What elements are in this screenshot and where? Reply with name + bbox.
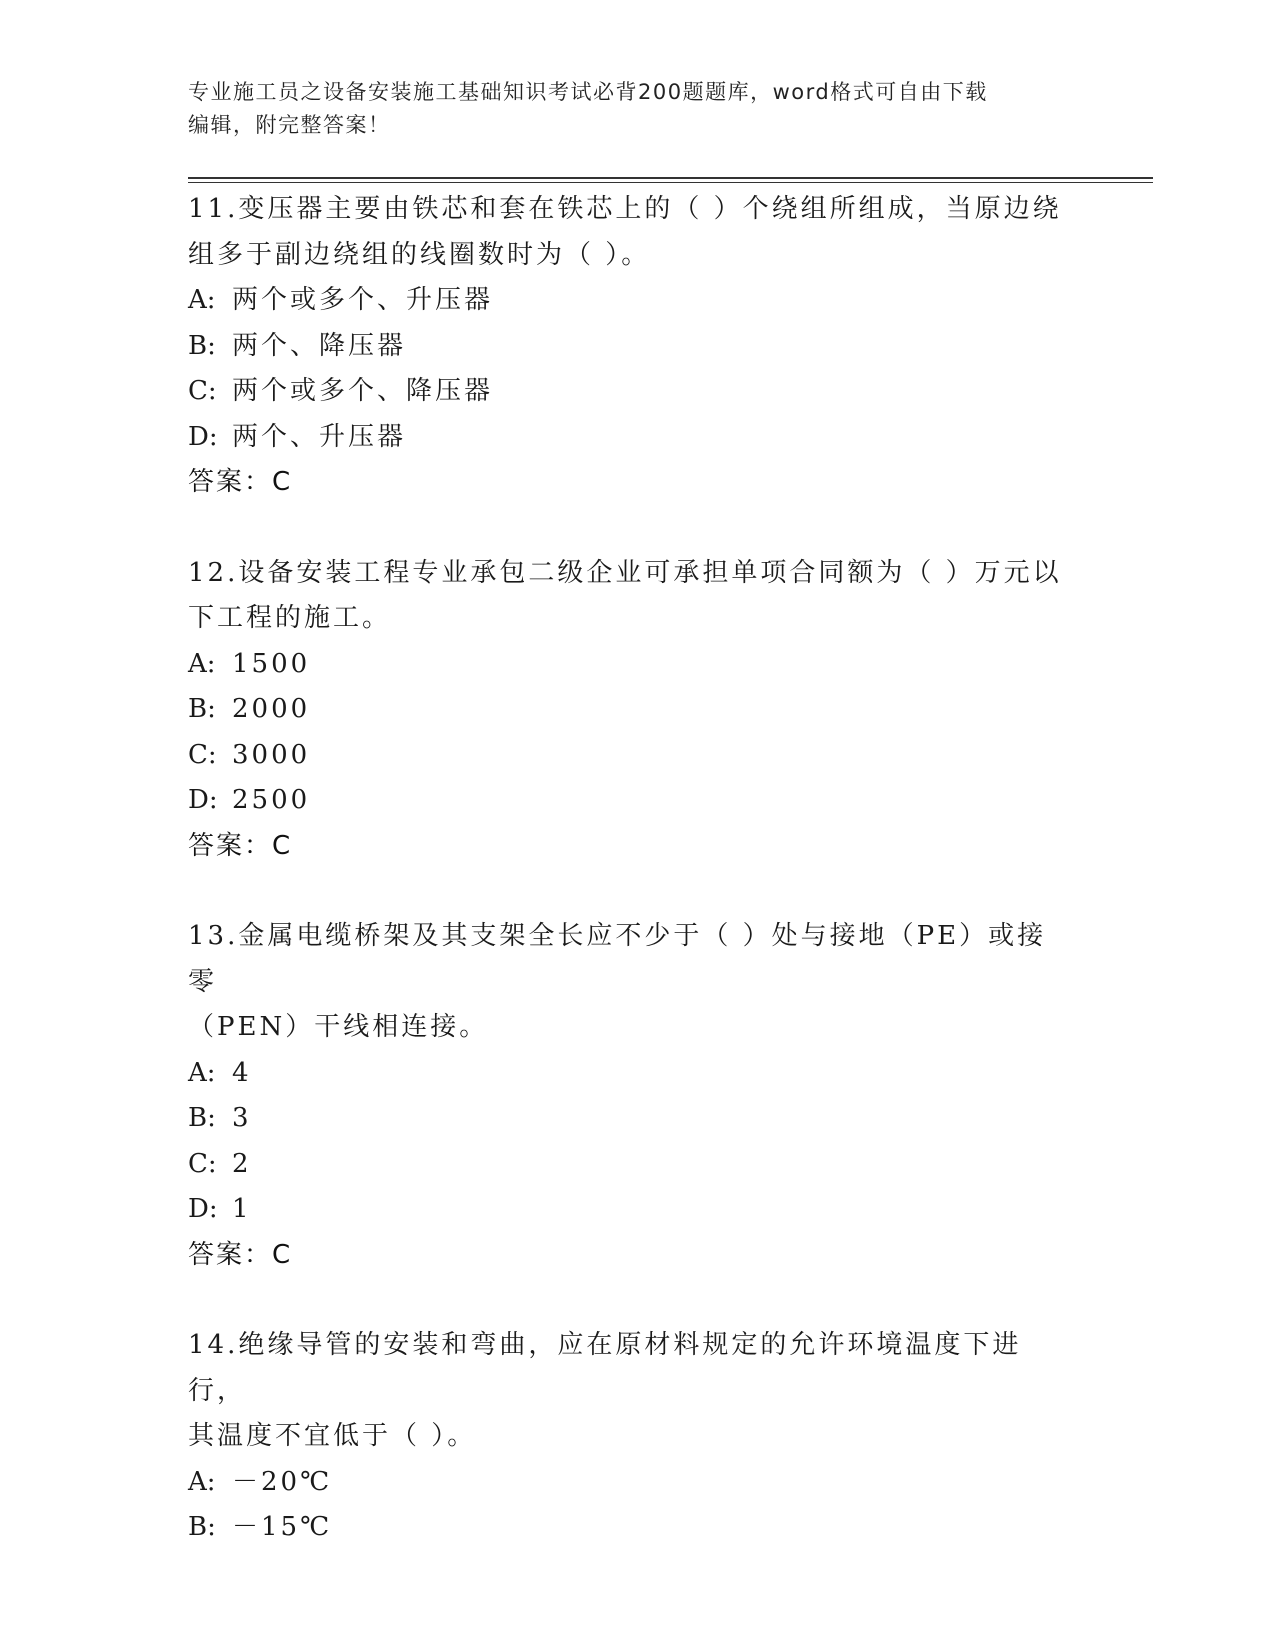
header-title-line-1: 专业施工员之设备安装施工基础知识考试必背200题题库，word格式可自由下载 <box>188 80 988 104</box>
option-b <box>188 1505 1068 1551</box>
option-text: 1500 <box>232 648 311 679</box>
option-key: B: <box>188 1512 216 1542</box>
option-c <box>188 1142 1068 1188</box>
question-11 <box>188 187 1068 506</box>
option-c <box>188 369 1068 415</box>
answer-line: 答案：C <box>188 467 293 497</box>
option-a <box>188 1460 1068 1506</box>
answer-line: 答案：C <box>188 830 293 861</box>
question-stem <box>188 914 1068 1051</box>
option-text: 3 <box>232 1103 252 1133</box>
option-text: 两个或多个、升压器 <box>232 285 494 315</box>
question-stem-line: 13.金属电缆桥架及其支架全长应不少于（ ）处与接地（PE）或接零 <box>188 921 1047 997</box>
option-text: 3000 <box>232 739 311 770</box>
question-stem <box>188 187 1068 278</box>
question-stem-line: 12.设备安装工程专业承包二级企业可承担单项合同额为（ ）万元以 <box>188 557 1062 588</box>
option-key: C: <box>188 739 217 770</box>
question-stem-line: 组多于副边绕组的线圈数时为（ ）。 <box>188 239 651 270</box>
option-a <box>188 278 1068 324</box>
option-b <box>188 1096 1068 1142</box>
option-key: A: <box>188 285 216 315</box>
option-c <box>188 733 1068 779</box>
document-header <box>188 76 1068 142</box>
option-key: A: <box>188 1057 216 1088</box>
question-stem-line: 下工程的施工。 <box>188 603 392 633</box>
option-text: －20℃ <box>232 1466 333 1497</box>
option-text: 4 <box>232 1057 252 1088</box>
option-a <box>188 642 1068 688</box>
header-divider-thick <box>188 177 1153 179</box>
option-key: D: <box>188 1194 218 1224</box>
question-stem-line: 14.绝缘导管的安装和弯曲，应在原材料规定的允许环境温度下进行， <box>188 1330 1022 1406</box>
question-14 <box>188 1323 1068 1551</box>
option-text: 2000 <box>232 694 311 724</box>
option-b <box>188 687 1068 733</box>
option-key: D: <box>188 421 218 452</box>
option-text: －15℃ <box>232 1512 333 1542</box>
option-key: B: <box>188 694 216 724</box>
option-text: 2500 <box>232 785 311 815</box>
option-text: 两个或多个、降压器 <box>232 376 494 406</box>
question-13 <box>188 914 1068 1278</box>
option-d <box>188 778 1068 824</box>
option-key: C: <box>188 376 217 406</box>
answer-line: 答案：C <box>188 1239 293 1270</box>
question-stem-line: 11.变压器主要由铁芯和套在铁芯上的（ ）个绕组所组成，当原边绕 <box>188 194 1062 224</box>
option-key: C: <box>188 1148 217 1179</box>
header-divider-thin <box>188 182 1153 183</box>
option-d <box>188 415 1068 461</box>
option-b <box>188 324 1068 370</box>
option-text: 两个、降压器 <box>232 330 407 361</box>
option-key: A: <box>188 1466 216 1497</box>
option-d <box>188 1187 1068 1233</box>
option-key: D: <box>188 785 218 815</box>
option-key: B: <box>188 1103 216 1133</box>
header-title-line-2: 编辑，附完整答案！ <box>188 113 391 137</box>
question-stem <box>188 551 1068 642</box>
question-stem <box>188 1323 1068 1460</box>
question-list <box>188 187 1068 1596</box>
option-text: 2 <box>232 1148 252 1179</box>
option-text: 1 <box>232 1194 252 1224</box>
option-key: B: <box>188 330 216 361</box>
option-key: A: <box>188 648 216 679</box>
option-a <box>188 1051 1068 1097</box>
question-12 <box>188 551 1068 870</box>
option-text: 两个、升压器 <box>232 421 407 452</box>
question-stem-line: 其温度不宜低于（ ）。 <box>188 1421 477 1451</box>
question-stem-line: （PEN）干线相连接。 <box>188 1012 489 1042</box>
